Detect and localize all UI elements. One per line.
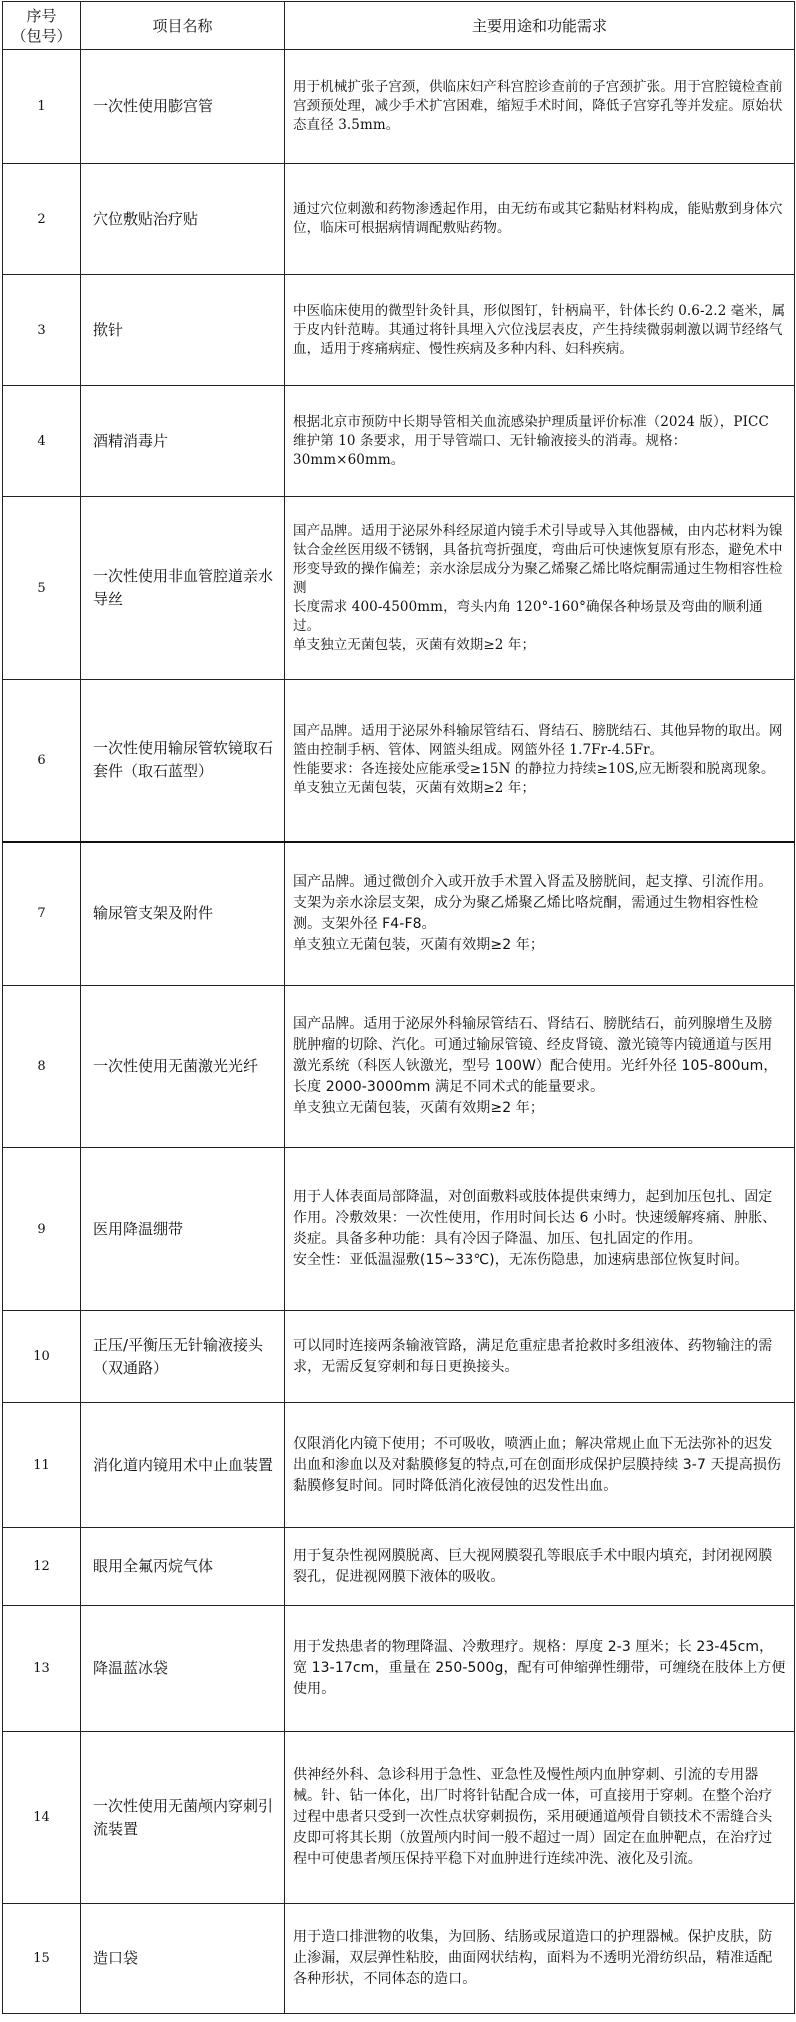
- table-row: [3, 842, 795, 986]
- table-row: [3, 497, 795, 680]
- table-row: [3, 680, 795, 842]
- row-no: 4: [3, 386, 81, 497]
- row-desc: 国产品牌。适用于泌尿外科经尿道内镜手术引导或导入其他器械，由内芯材料为镍钛合金丝医用级不锈钢，具备抗弯折强度，弯曲后可快速恢复原有形态，避免术中形变导致的操作偏差；亲水涂层成分为聚乙烯聚乙烯比咯烷酮需通过生物相容性检测 长度需求 400-4500mm，弯头内角 120°-160°确保各种场景及弯曲的顺利通过。 单支独立无菌包装，灭菌有效期≥2 年；: [285, 497, 795, 680]
- procurement-table: [2, 1, 795, 2014]
- row-desc: 国产品牌。通过微创介入或开放手术置入肾盂及膀胱间，起支撑、引流作用。支架为亲水涂层支架，成分为聚乙烯聚乙烯比咯烷酮，需通过生物相容性检测。支架外径 F4-F8。 单支独立无菌包装，灭菌有效期≥2 年；: [285, 842, 795, 986]
- row-name: 造口袋: [81, 1904, 285, 2014]
- row-no: 8: [3, 986, 81, 1148]
- header-name: 项目名称: [81, 2, 285, 50]
- row-name: 消化道内镜用术中止血装置: [81, 1403, 285, 1528]
- table-row: [3, 1311, 795, 1403]
- row-no: 15: [3, 1904, 81, 2014]
- table-row: [3, 1403, 795, 1528]
- row-no: 1: [3, 50, 81, 164]
- row-name: 穴位敷贴治疗贴: [81, 164, 285, 275]
- table-row: [3, 1528, 795, 1606]
- table-row: [3, 1732, 795, 1904]
- row-desc: 中医临床使用的微型针灸针具，形似图钉，针柄扁平，针体长约 0.6-2.2 毫米，属于皮内针范畴。其通过将针具埋入穴位浅层表皮，产生持续微弱刺激以调节经络气血，适用于疼痛病症、慢性疾病及多种内科、妇科疾病。: [285, 275, 795, 386]
- row-no: 9: [3, 1148, 81, 1311]
- row-name: 降温蓝冰袋: [81, 1606, 285, 1732]
- row-desc: 根据北京市预防中长期导管相关血流感染护理质量评价标准（2024 版），PICC 维护第 10 条要求，用于导管端口、无针输液接头的消毒。规格：30mm×60mm。: [285, 386, 795, 497]
- row-name: 输尿管支架及附件: [81, 842, 285, 986]
- row-name: 正压/平衡压无针输液接头（双通路）: [81, 1311, 285, 1403]
- row-desc: 用于发热患者的物理降温、冷敷理疗。规格：厚度 2-3 厘米；长 23-45cm，宽 13-17cm，重量在 250-500g，配有可伸缩弹性绷带，可缠绕在肢体上方便使用。: [285, 1606, 795, 1732]
- row-no: 7: [3, 842, 81, 986]
- row-no: 12: [3, 1528, 81, 1606]
- row-no: 13: [3, 1606, 81, 1732]
- row-no: 14: [3, 1732, 81, 1904]
- row-desc: 可以同时连接两条输液管路，满足危重症患者抢救时多组液体、药物输注的需求，无需反复穿刺和每日更换接头。: [285, 1311, 795, 1403]
- row-name: 一次性使用无菌颅内穿刺引流装置: [81, 1732, 285, 1904]
- row-name: 一次性使用非血管腔道亲水导丝: [81, 497, 285, 680]
- row-no: 2: [3, 164, 81, 275]
- row-desc: 通过穴位刺激和药物渗透起作用，由无纺布或其它黏贴材料构成，能贴敷到身体穴位，临床可根据病情调配敷贴药物。: [285, 164, 795, 275]
- table-row: [3, 1904, 795, 2014]
- table-row: [3, 164, 795, 275]
- table-row: [3, 986, 795, 1148]
- row-desc: 国产品牌。适用于泌尿外科输尿管结石、肾结石、膀胱结石，前列腺增生及膀胱肿瘤的切除、汽化。可通过输尿管镜、经皮肾镜、激光镜等内镜通道与医用激光系统（科医人钬激光，型号 100W）配合使用。光纤外径 105-800um，长度 2000-3000mm 满足不同术式的能量要求。 单支独立无菌包装，灭菌有效期≥2 年；: [285, 986, 795, 1148]
- table-row: [3, 50, 795, 164]
- table-row: [3, 275, 795, 386]
- row-name: 一次性使用输尿管软镜取石套件（取石蓝型）: [81, 680, 285, 842]
- row-name: 医用降温绷带: [81, 1148, 285, 1311]
- row-desc: 供神经外科、急诊科用于急性、亚急性及慢性颅内血肿穿刺、引流的专用器械。针、钻一体化，出厂时将针钻配合成一体，可直接用于穿刺。在整个治疗过程中患者只受到一次性点状穿刺损伤，采用硬通道颅骨自锁技术不需缝合头皮即可将其长期（放置颅内时间一般不超过一周）固定在血肿靶点，在治疗过程中可使患者颅压保持平稳下对血肿进行连续冲洗、液化及引流。: [285, 1732, 795, 1904]
- header-desc: 主要用途和功能需求: [285, 2, 795, 50]
- table-row: [3, 1606, 795, 1732]
- row-no: 11: [3, 1403, 81, 1528]
- row-name: 一次性使用无菌激光光纤: [81, 986, 285, 1148]
- row-desc: 用于造口排泄物的收集，为回肠、结肠或尿道造口的护理器械。保护皮肤，防止渗漏，双层弹性粘胶，曲面网状结构，面料为不透明光滑纺织品，精准适配各种形状，不同体态的造口。: [285, 1904, 795, 2014]
- header-no: 序号 （包号）: [3, 2, 81, 50]
- row-desc: 用于复杂性视网膜脱离、巨大视网膜裂孔等眼底手术中眼内填充，封闭视网膜裂孔，促进视网膜下液体的吸收。: [285, 1528, 795, 1606]
- row-desc: 国产品牌。适用于泌尿外科输尿管结石、肾结石、膀胱结石、其他异物的取出。网篮由控制手柄、管体、网篮头组成。网篮外径 1.7Fr-4.5Fr。 性能要求：各连接处应能承受≥15N 的静拉力持续≥10S,应无断裂和脱离现象。 单支独立无菌包装，灭菌有效期≥2 年；: [285, 680, 795, 842]
- table-row: [3, 386, 795, 497]
- row-name: 酒精消毒片: [81, 386, 285, 497]
- row-desc: 用于人体表面局部降温，对创面敷料或肢体提供束缚力，起到加压包扎、固定作用。冷敷效果：一次性使用，作用时间长达 6 小时。快速缓解疼痛、肿胀、炎症。具备多种功能：具有冷因子降温、加压、包扎固定的作用。 安全性：亚低温湿敷(15~33℃)，无冻伤隐患，加速病患部位恢复时间。: [285, 1148, 795, 1311]
- row-name: 眼用全氟丙烷气体: [81, 1528, 285, 1606]
- row-name: 一次性使用膨宫管: [81, 50, 285, 164]
- table-row: [3, 1148, 795, 1311]
- row-no: 10: [3, 1311, 81, 1403]
- header-row: [3, 2, 795, 50]
- row-no: 6: [3, 680, 81, 842]
- row-desc: 仅限消化内镜下使用；不可吸收，喷洒止血；解决常规止血下无法弥补的迟发出血和渗血以及对黏膜修复的特点,可在创面形成保护层膜持续 3-7 天提高损伤黏膜修复时间。同时降低消化液侵蚀的迟发性出血。: [285, 1403, 795, 1528]
- row-no: 3: [3, 275, 81, 386]
- row-name: 揿针: [81, 275, 285, 386]
- row-desc: 用于机械扩张子宫颈，供临床妇产科宫腔诊查前的子宫颈扩张。用于宫腔镜检查前宫颈预处理，减少手术扩宫困难，缩短手术时间，降低子宫穿孔等并发症。原始状态直径 3.5mm。: [285, 50, 795, 164]
- row-no: 5: [3, 497, 81, 680]
